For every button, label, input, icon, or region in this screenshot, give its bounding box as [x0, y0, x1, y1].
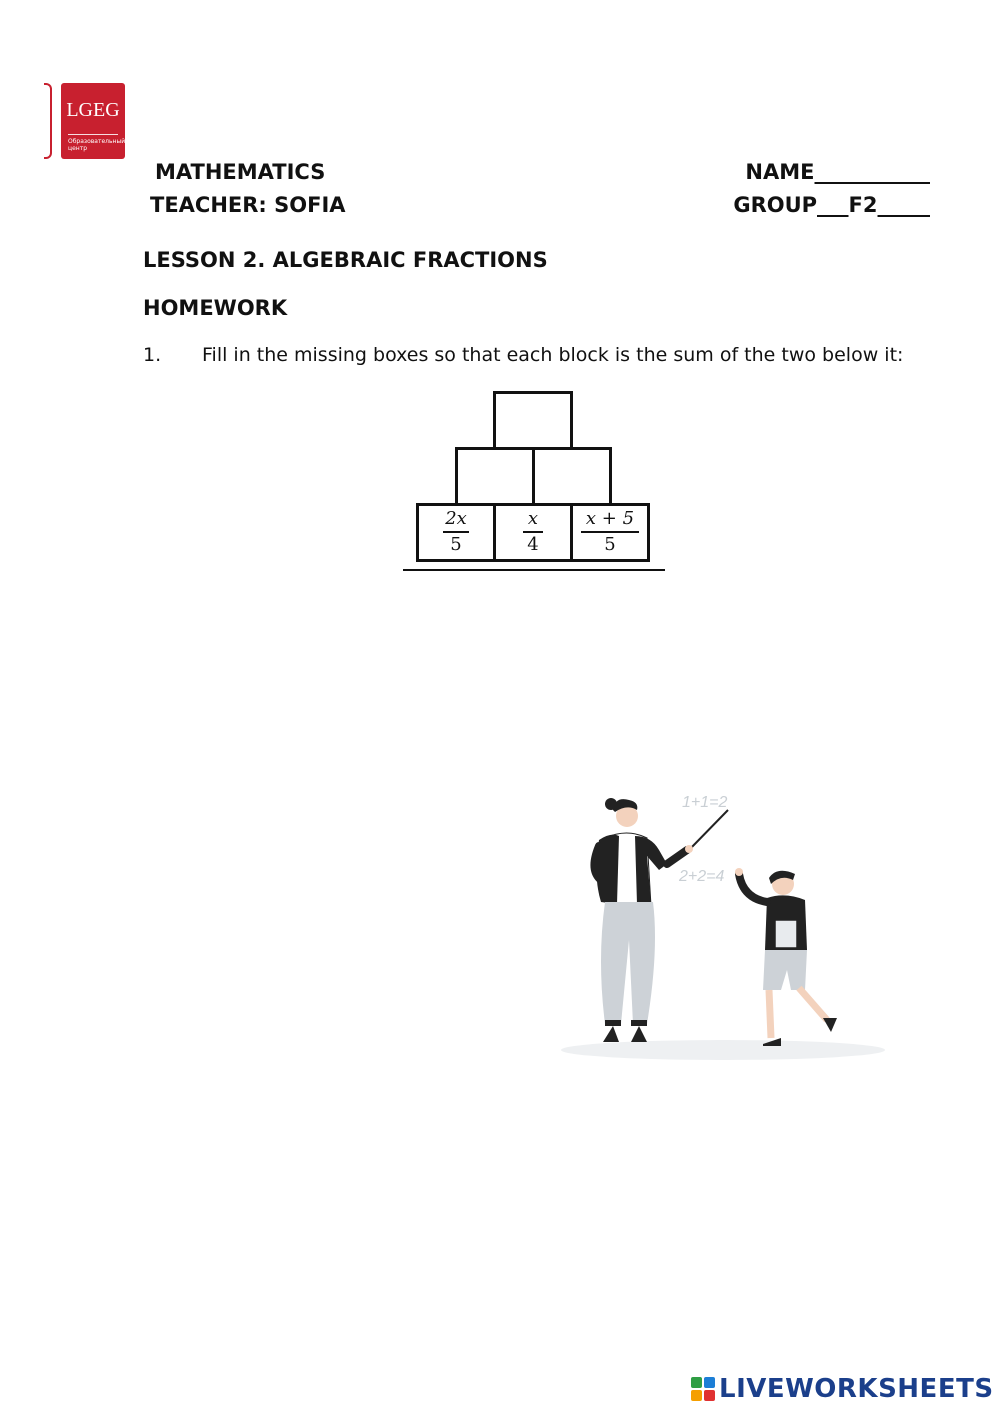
logo-bracket [44, 83, 52, 159]
board-text-2: 2+2=4 [679, 868, 725, 885]
pyramid-middle-right-box[interactable] [532, 447, 612, 506]
logo-subtitle: Образовательный центр [68, 138, 126, 152]
floor-shadow [561, 1040, 885, 1060]
pointer-stick [689, 810, 728, 850]
logo-name: LGEG [66, 99, 120, 121]
subject-heading: MATHEMATICS [155, 160, 326, 184]
teacher-figure [594, 798, 693, 1042]
student-shorts [763, 950, 807, 990]
fraction-denominator: 5 [604, 534, 616, 555]
lesson-title: LESSON 2. ALGEBRAIC FRACTIONS [143, 248, 548, 272]
task-number: 1. [143, 344, 162, 366]
teacher-heading: TEACHER: SOFIA [150, 193, 346, 217]
fraction-denominator: 5 [450, 534, 462, 555]
pyramid-bottom-box-1 [416, 503, 496, 562]
liveworksheets-icon [691, 1377, 715, 1401]
teacher-pants [601, 902, 655, 1024]
teacher-student-illustration [555, 780, 895, 1070]
group-field[interactable]: GROUP___F2_____ [733, 193, 930, 217]
liveworksheets-logo [691, 1374, 994, 1404]
board-text-1: 1+1=2 [682, 794, 728, 811]
pyramid-middle-left-box[interactable] [455, 447, 535, 506]
pyramid-top-box[interactable] [493, 391, 573, 450]
section-title: HOMEWORK [143, 296, 288, 320]
fraction-bar [581, 531, 639, 533]
liveworksheets-wordmark: LIVEWORKSHEETS [719, 1374, 994, 1404]
teacher-jacket-right [635, 836, 667, 904]
name-field[interactable]: NAME___________ [745, 160, 930, 184]
school-logo [61, 83, 125, 159]
logo-divider [68, 134, 118, 135]
student-tablet [775, 920, 797, 948]
fraction-bar [443, 531, 469, 533]
fraction-numerator: x [527, 508, 539, 529]
pyramid-bottom-box-3 [570, 503, 650, 562]
task-instruction: Fill in the missing boxes so that each block is the sum of the two below it: [202, 344, 904, 366]
fraction-denominator: 4 [527, 534, 539, 555]
fraction-numerator: x + 5 [585, 508, 635, 529]
fraction-numerator: 2x [445, 508, 467, 529]
pyramid-bottom-box-2 [493, 503, 573, 562]
pyramid-baseline [403, 569, 665, 571]
fraction-bar [523, 531, 543, 533]
student-figure [735, 868, 837, 1046]
